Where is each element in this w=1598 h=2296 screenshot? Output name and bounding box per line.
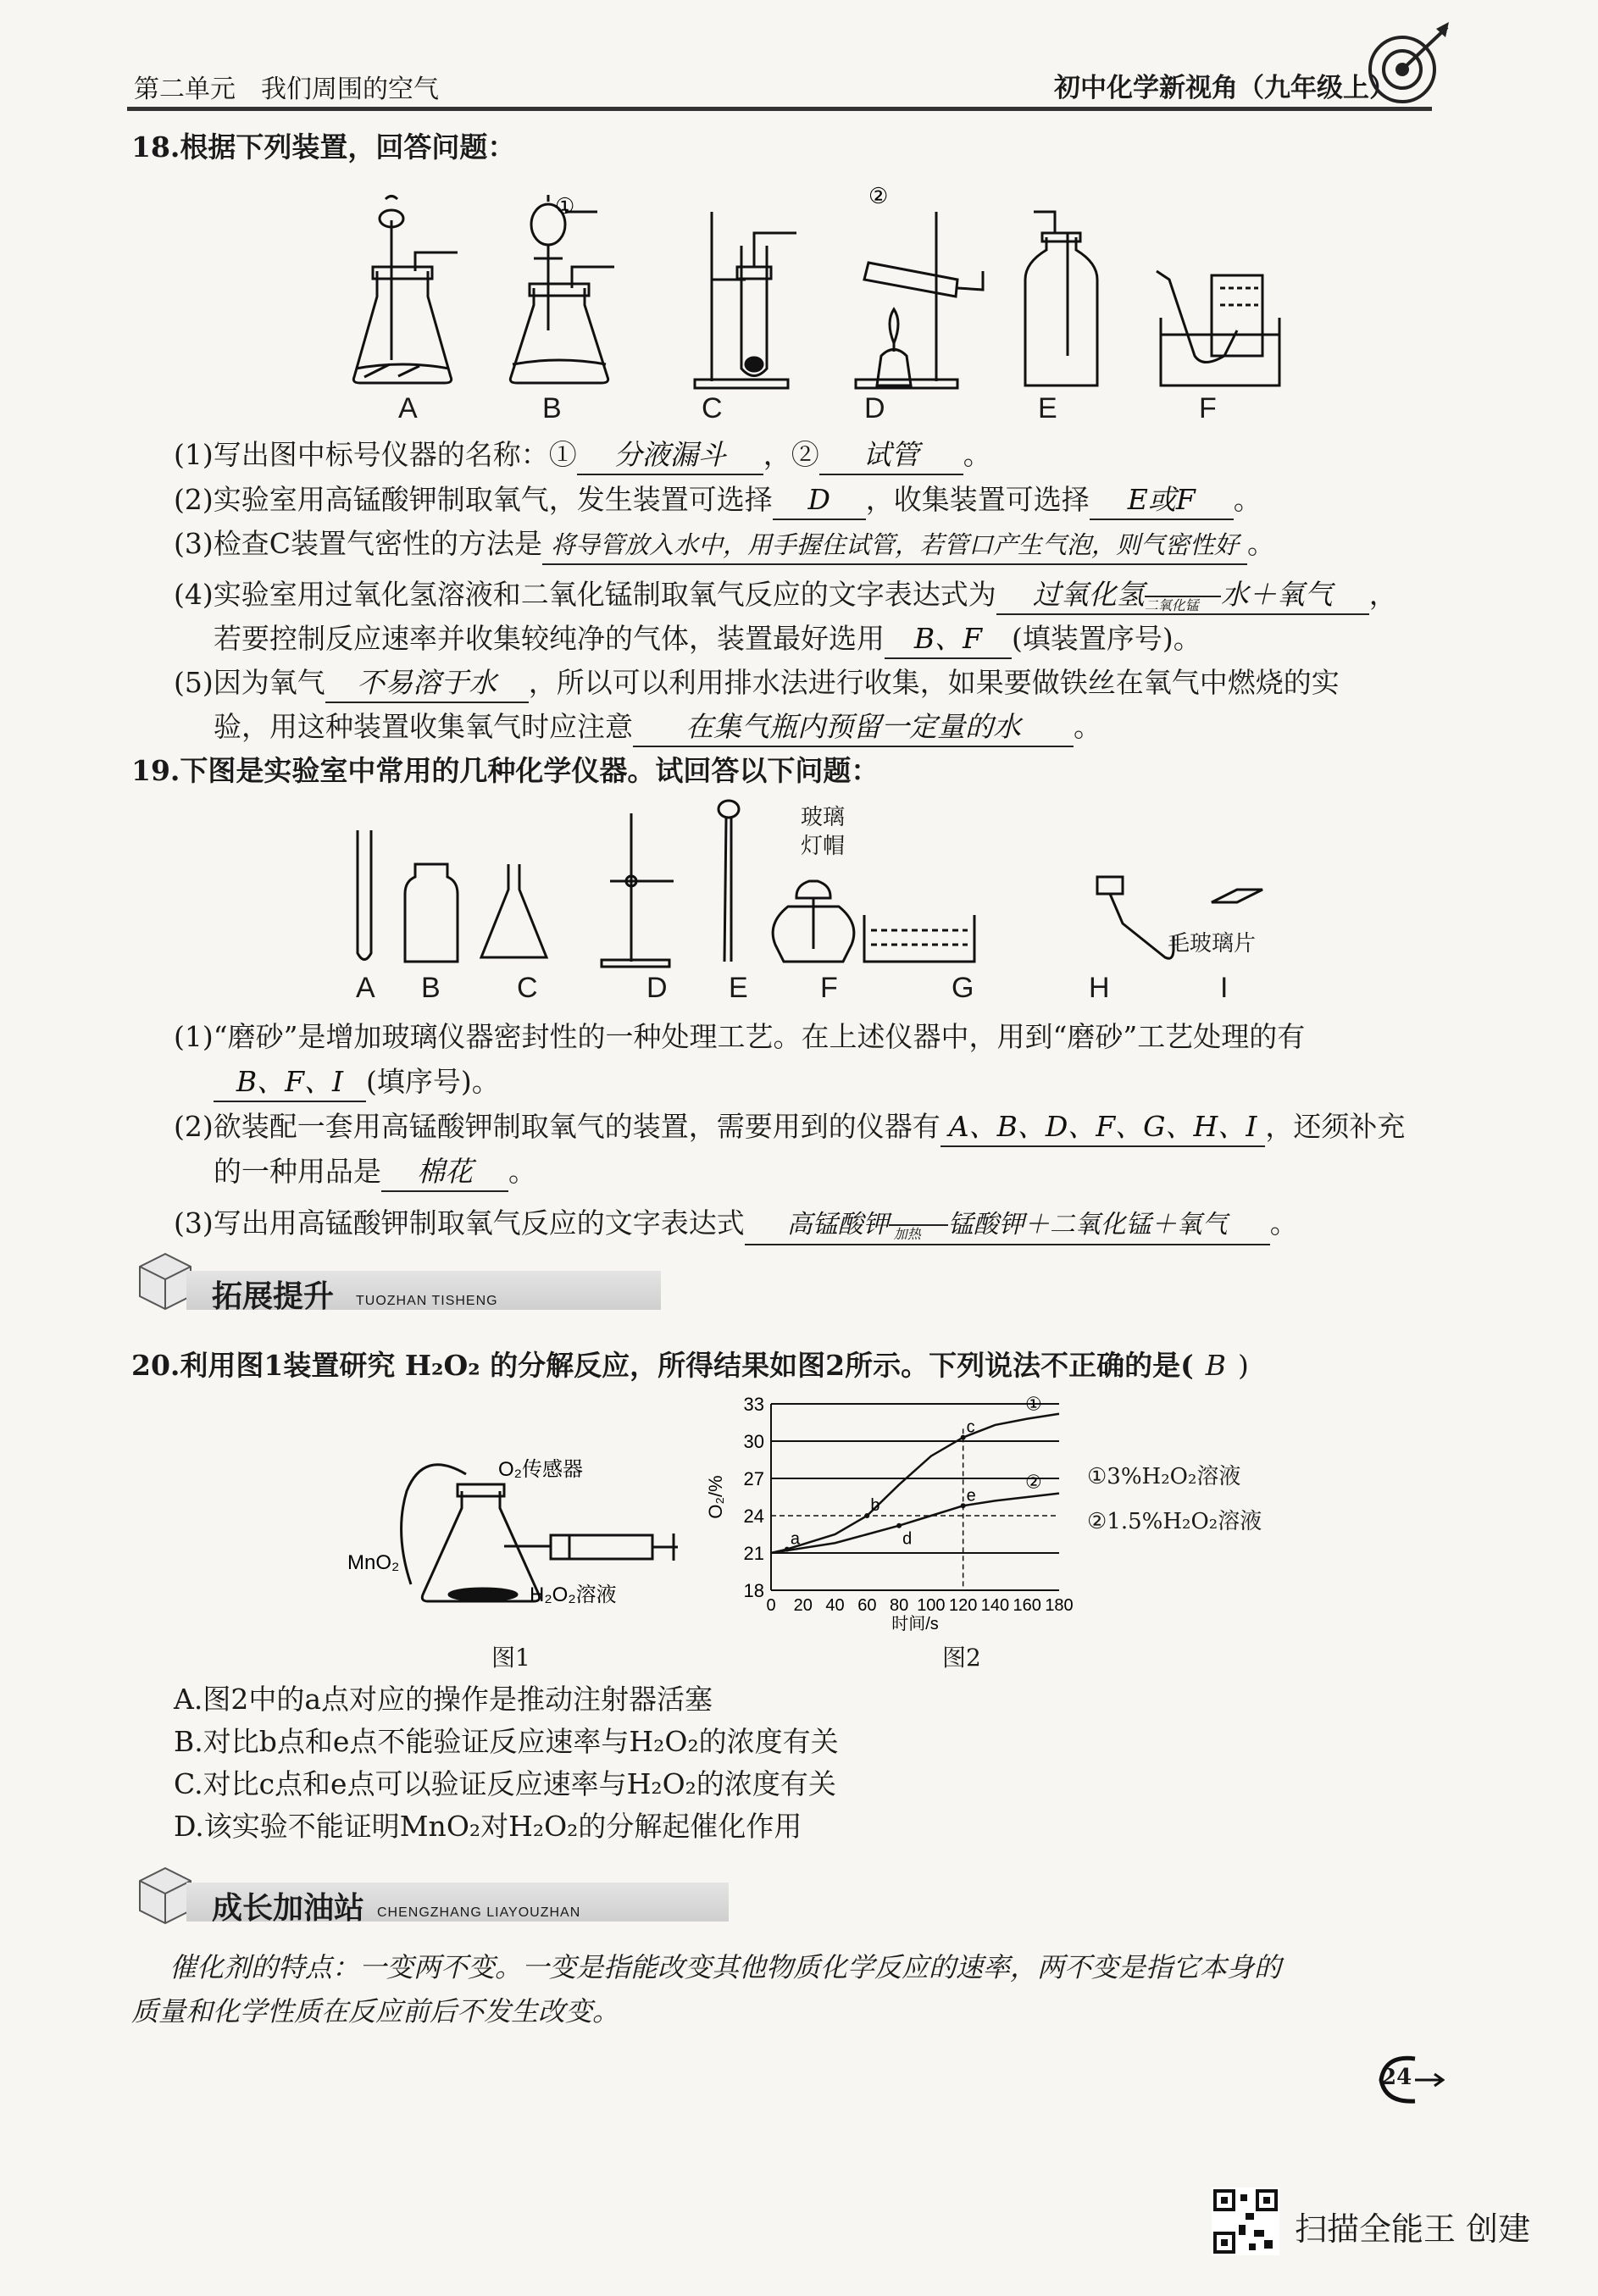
option-d: D.该实验不能证明MnO₂对H₂O₂的分解起催化作用 xyxy=(174,1810,802,1843)
point-e xyxy=(961,1503,966,1508)
q18-part5: (5)因为氧气 不易溶于水 ，所以可以利用排水法进行收集，如果要做铁丝在氧气中燃烧的实 xyxy=(174,664,1340,703)
apparatus-a xyxy=(353,197,458,384)
x-axis-label: 时间/s xyxy=(891,1615,939,1631)
inst-label-h: H xyxy=(1089,972,1110,1004)
answer-2a: D xyxy=(773,481,866,520)
x-tick-label: 40 xyxy=(825,1596,845,1615)
label-c: C xyxy=(702,392,723,424)
point-label-b: b xyxy=(870,1496,880,1515)
series-label-1: ① xyxy=(1025,1394,1042,1415)
answer-4b: B、F xyxy=(885,620,1012,659)
test-tube-a xyxy=(358,830,371,960)
marker-2: ② xyxy=(868,186,889,208)
tip-line-2: 质量和化学性质在反应前后不发生改变。 xyxy=(131,1995,620,2027)
inst-label-g: G xyxy=(952,972,974,1004)
series-line-1 xyxy=(771,1414,1059,1553)
qr-code-icon xyxy=(1212,2188,1279,2255)
section-title: 拓展提升 xyxy=(212,1279,335,1314)
q18-part2: (2)实验室用高锰酸钾制取氧气，发生装置可选择 D ，收集装置可选择 E或F 。 xyxy=(174,481,1262,520)
y-tick-label: 21 xyxy=(743,1543,764,1564)
inst-label-d: D xyxy=(646,972,668,1004)
fig1-sensor-label: O₂传感器 xyxy=(498,1458,583,1481)
option-b: B.对比b点和e点不能验证反应速率与H₂O₂的浓度有关 xyxy=(174,1725,839,1758)
fig1-apparatus xyxy=(347,1440,678,1627)
point-label-a: a xyxy=(790,1529,801,1549)
page-number: 24 xyxy=(1381,2065,1412,2090)
point-d xyxy=(896,1523,902,1528)
x-tick-label: 0 xyxy=(766,1596,776,1615)
label-d: D xyxy=(864,392,885,424)
point-label-e: e xyxy=(966,1486,976,1506)
fig1-mno2-label: MnO₂ xyxy=(347,1551,400,1574)
stand-d xyxy=(602,813,674,967)
legend-1: ①3%H₂O₂溶液 xyxy=(1087,1464,1241,1489)
x-tick-label: 80 xyxy=(889,1596,909,1615)
x-tick-label: 60 xyxy=(857,1596,877,1615)
bottle-b xyxy=(405,864,458,962)
cap-label: 玻璃 灯帽 xyxy=(801,805,846,859)
x-tick-label: 140 xyxy=(980,1596,1010,1615)
glass-plate-label: 毛玻璃片 xyxy=(1168,931,1257,957)
series-label-2: ② xyxy=(1025,1471,1042,1493)
section-subtitle: TUOZHAN TISHENG xyxy=(356,1294,498,1308)
fig2-chart xyxy=(703,1394,1076,1631)
dropper-e xyxy=(719,801,739,962)
inst-label-a: A xyxy=(356,972,375,1004)
y-tick-label: 24 xyxy=(743,1506,764,1527)
answer-19-2a: A、B、D、F、G、H、I xyxy=(940,1108,1266,1147)
q20-answer: B xyxy=(1205,1349,1227,1382)
fig1-caption: 图1 xyxy=(491,1644,530,1672)
page-number-ring-icon xyxy=(1368,2050,1445,2110)
answer-2b: E或F xyxy=(1090,481,1234,520)
inst-label-i: I xyxy=(1220,972,1229,1004)
q20-title: 20.利用图1装置研究 H₂O₂ 的分解反应，所得结果如图2所示。下列说法不正确的是( B ) xyxy=(131,1349,1249,1382)
flask-c xyxy=(481,864,547,957)
inst-label-c: C xyxy=(517,972,538,1004)
glass-plate-i xyxy=(1212,890,1262,902)
answer-1b: 试管 xyxy=(819,436,963,475)
point-c xyxy=(961,1435,966,1440)
footer-watermark: 扫描全能王 创建 xyxy=(1295,2210,1531,2248)
point-b xyxy=(864,1513,869,1518)
apparatus-b xyxy=(510,195,614,383)
inst-label-e: E xyxy=(729,972,748,1004)
x-tick-label: 180 xyxy=(1045,1596,1074,1615)
label-f: F xyxy=(1199,392,1217,424)
answer-1a: 分液漏斗 xyxy=(577,436,763,475)
target-logo-icon xyxy=(1356,19,1457,112)
q18-part1: (1)写出图中标号仪器的名称：① 分液漏斗 ，② 试管 。 xyxy=(174,436,991,475)
q18-part4: (4)实验室用过氧化氢溶液和二氧化锰制取氧气反应的文字表达式为 过氧化氢 二氧化锰 水＋氧气 ， xyxy=(174,578,1397,613)
apparatus-c xyxy=(695,212,796,388)
label-a: A xyxy=(398,392,418,424)
x-tick-label: 20 xyxy=(793,1596,813,1615)
apparatus-e xyxy=(1025,212,1097,385)
q18-title: 18.根据下列装置，回答问题： xyxy=(131,130,516,164)
label-e: E xyxy=(1038,392,1057,424)
answer-19-3: 高锰酸钾 加热 锰酸钾＋二氧化锰＋氧气 xyxy=(745,1206,1270,1245)
y-tick-label: 18 xyxy=(743,1580,764,1601)
q19-part1: (1)“磨砂”是增加玻璃仪器密封性的一种处理工艺。在上述仪器中，用到“磨砂”工艺处理的有 xyxy=(174,1020,1306,1053)
q19-part2: (2)欲装配一套用高锰酸钾制取氧气的装置，需要用到的仪器有 A、B、D、F、G、H、I ，还须补充 xyxy=(174,1108,1405,1147)
answer-5a: 不易溶于水 xyxy=(325,664,529,703)
tip-line-1: 催化剂的特点：一变两不变。一变是指能改变其他物质化学反应的速率，两不变是指它本身的 xyxy=(169,1951,1282,1983)
q19-part3: (3)写出用高锰酸钾制取氧气反应的文字表达式 高锰酸钾 加热 锰酸钾＋二氧化锰＋氧气 。 xyxy=(174,1205,1298,1245)
option-a: A.图2中的a点对应的操作是推动注射器活塞 xyxy=(174,1683,713,1716)
answer-3: 将导管放入水中，用手握住试管，若管口产生气泡，则气密性好 xyxy=(542,526,1247,565)
fig2-caption: 图2 xyxy=(942,1644,981,1672)
inst-label-f: F xyxy=(820,972,838,1004)
answer-5b: 在集气瓶内预留一定量的水 xyxy=(633,708,1074,747)
x-tick-label: 100 xyxy=(917,1596,946,1615)
q18-apparatus-figure xyxy=(339,186,1296,441)
header-left: 第二单元 我们周围的空气 xyxy=(134,75,439,104)
q19-part2b: 的一种用品是 棉花 。 xyxy=(214,1153,536,1192)
x-tick-label: 120 xyxy=(948,1596,978,1615)
section-subtitle-2: CHENGZHANG LIAYOUZHAN xyxy=(377,1905,581,1920)
y-tick-label: 27 xyxy=(743,1468,764,1489)
marker-1: ① xyxy=(555,193,575,219)
q18-part5b: 验，用这种装置收集氧气时应注意 在集气瓶内预留一定量的水 。 xyxy=(214,708,1101,747)
y-axis-label: O₂/% xyxy=(705,1475,726,1519)
option-c: C.对比c点和e点可以验证反应速率与H₂O₂的浓度有关 xyxy=(174,1767,836,1800)
answer-19-1: B、F、I xyxy=(214,1063,366,1102)
answer-19-2b: 棉花 xyxy=(381,1153,508,1192)
apparatus-d xyxy=(856,212,983,388)
q18-part3: (3)检查C装置气密性的方法是 将导管放入水中，用手握住试管，若管口产生气泡，则气密性好 。 xyxy=(174,525,1275,565)
lamp-f xyxy=(773,881,854,962)
q19-title: 19.下图是实验室中常用的几种化学仪器。试回答以下问题： xyxy=(131,754,879,787)
q19-part1b: B、F、I (填序号)。 xyxy=(214,1063,500,1102)
point-a xyxy=(785,1547,790,1552)
legend-2: ②1.5%H₂O₂溶液 xyxy=(1087,1509,1262,1534)
q18-part4b: 若要控制反应速率并收集较纯净的气体，装置最好选用 B、F (填装置序号)。 xyxy=(214,620,1201,659)
point-label-d: d xyxy=(902,1529,913,1549)
answer-4: 过氧化氢 二氧化锰 水＋氧气 xyxy=(996,576,1369,615)
point-label-c: c xyxy=(966,1417,975,1437)
label-b: B xyxy=(542,392,562,424)
x-tick-label: 160 xyxy=(1013,1596,1041,1615)
section-title-2: 成长加油站 xyxy=(212,1891,365,1926)
header-right: 初中化学新视角（九年级上） xyxy=(1054,73,1395,103)
apparatus-f xyxy=(1157,271,1279,385)
inst-label-b: B xyxy=(421,972,441,1004)
tube-h xyxy=(1097,877,1174,958)
trough-g xyxy=(864,915,974,962)
series-line-2 xyxy=(771,1494,1059,1553)
y-tick-label: 30 xyxy=(743,1431,764,1452)
header-rule xyxy=(127,107,1432,111)
fig1-solution-label: H₂O₂溶液 xyxy=(530,1583,617,1606)
y-tick-label: 33 xyxy=(743,1394,764,1415)
